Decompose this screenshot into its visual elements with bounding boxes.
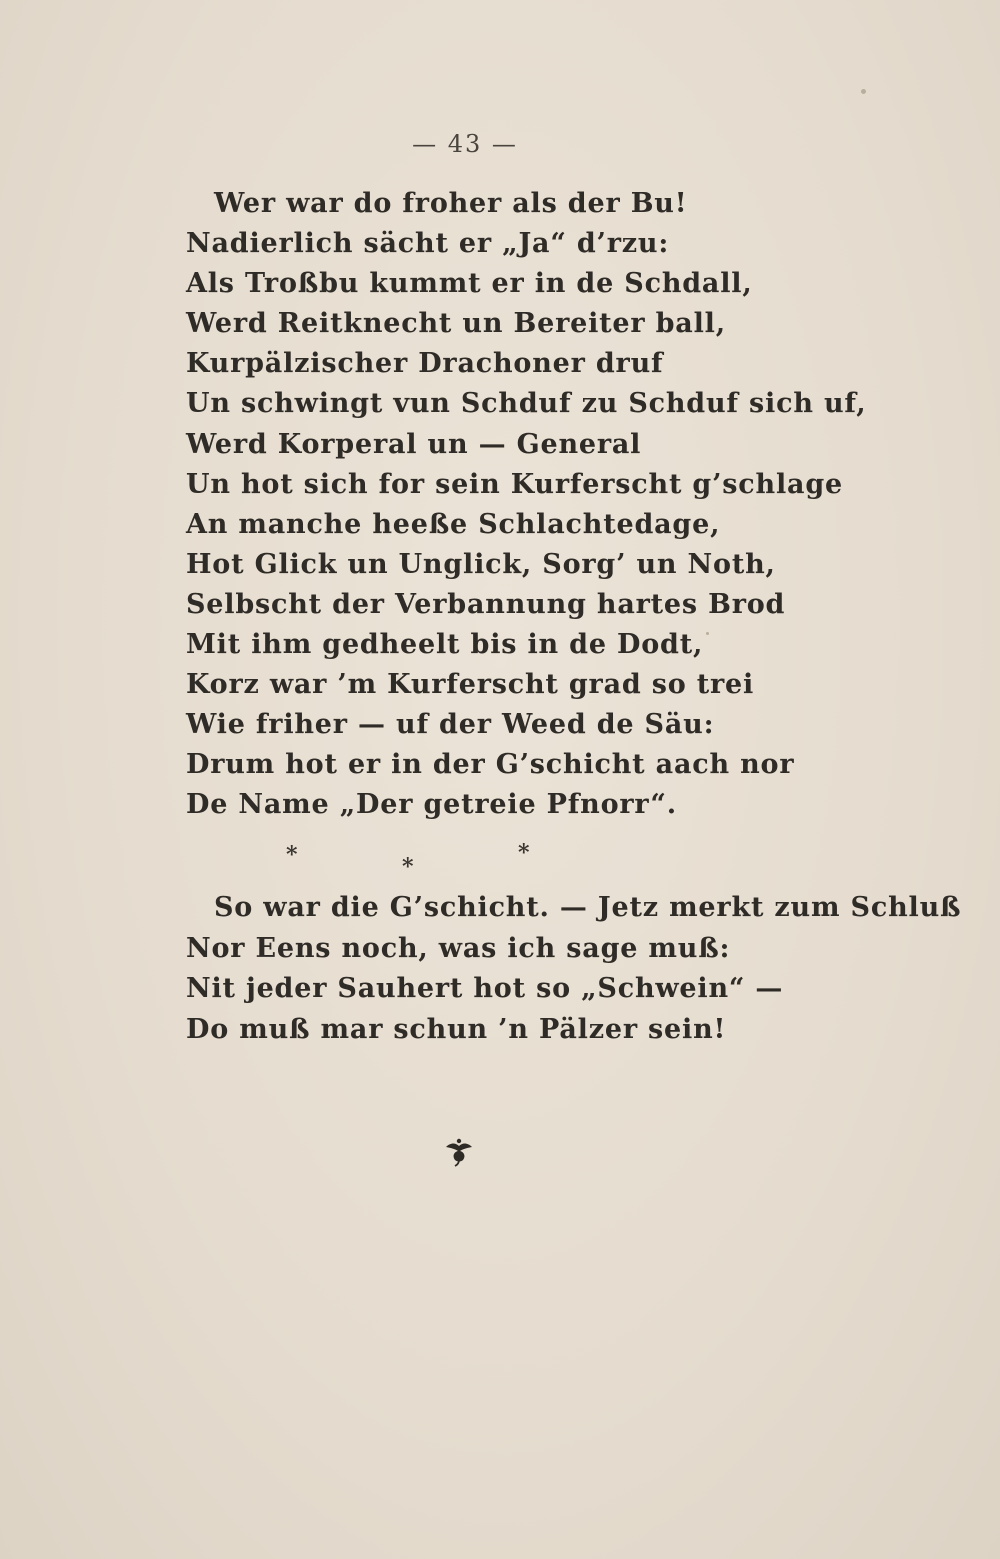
floral-tailpiece-icon <box>442 1134 476 1168</box>
separator-asterisk: * <box>402 854 414 880</box>
separator-asterisk: * <box>286 842 298 868</box>
verse-line: Korz war ’m Kurferscht grad so trei <box>186 669 755 701</box>
verse-line: So war die G’schicht. — Jetz merkt zum Schluß <box>214 892 962 923</box>
stanza-2 <box>186 888 961 1050</box>
verse-line: Hot Glick un Unglick, Sorg’ un Noth, <box>186 548 776 580</box>
verse-line: Do muß mar schun ’n Pälzer sein! <box>186 1013 727 1045</box>
page-number: — 43 — <box>412 130 518 158</box>
verse-line: Nit jeder Sauhert hot so „Schwein“ — <box>186 973 784 1004</box>
paper-speck <box>861 89 866 94</box>
verse-line: An manche heeße Schlachtedage, <box>186 508 721 540</box>
verse-line: Nadierlich sächt er „Ja“ d’rzu: <box>186 228 670 260</box>
verse-line: Wie friher — uf der Weed de Säu: <box>186 709 715 741</box>
verse-line: Un hot sich for sein Kurferscht g’schlage <box>186 468 843 500</box>
verse-line: Werd Reitknecht un Bereiter ball, <box>186 308 726 340</box>
verse-line: Kurpälzischer Drachoner druf <box>186 348 664 380</box>
verse-line: Als Troßbu kummt er in de Schdall, <box>186 268 753 300</box>
verse-line: Werd Korperal un — General <box>186 428 642 460</box>
verse-line: Wer war do froher als der Bu! <box>214 188 688 219</box>
verse-line: Selbscht der Verbannung hartes Brod <box>186 588 786 620</box>
verse-line: Mit ihm gedheelt bis in de Dodt, <box>186 629 704 661</box>
separator-asterisk: * <box>518 840 530 866</box>
section-separator <box>0 838 1000 878</box>
stanza-1 <box>186 184 866 826</box>
verse-line: Drum hot er in der G’schicht aach nor <box>186 749 795 781</box>
verse-line: De Name „Der getreie Pfnorr“. <box>186 789 677 821</box>
verse-line: Un schwingt vun Schduf zu Schduf sich uf, <box>186 388 867 420</box>
paper-speck <box>706 632 709 635</box>
verse-line: Nor Eens noch, was ich sage muß: <box>186 932 731 964</box>
